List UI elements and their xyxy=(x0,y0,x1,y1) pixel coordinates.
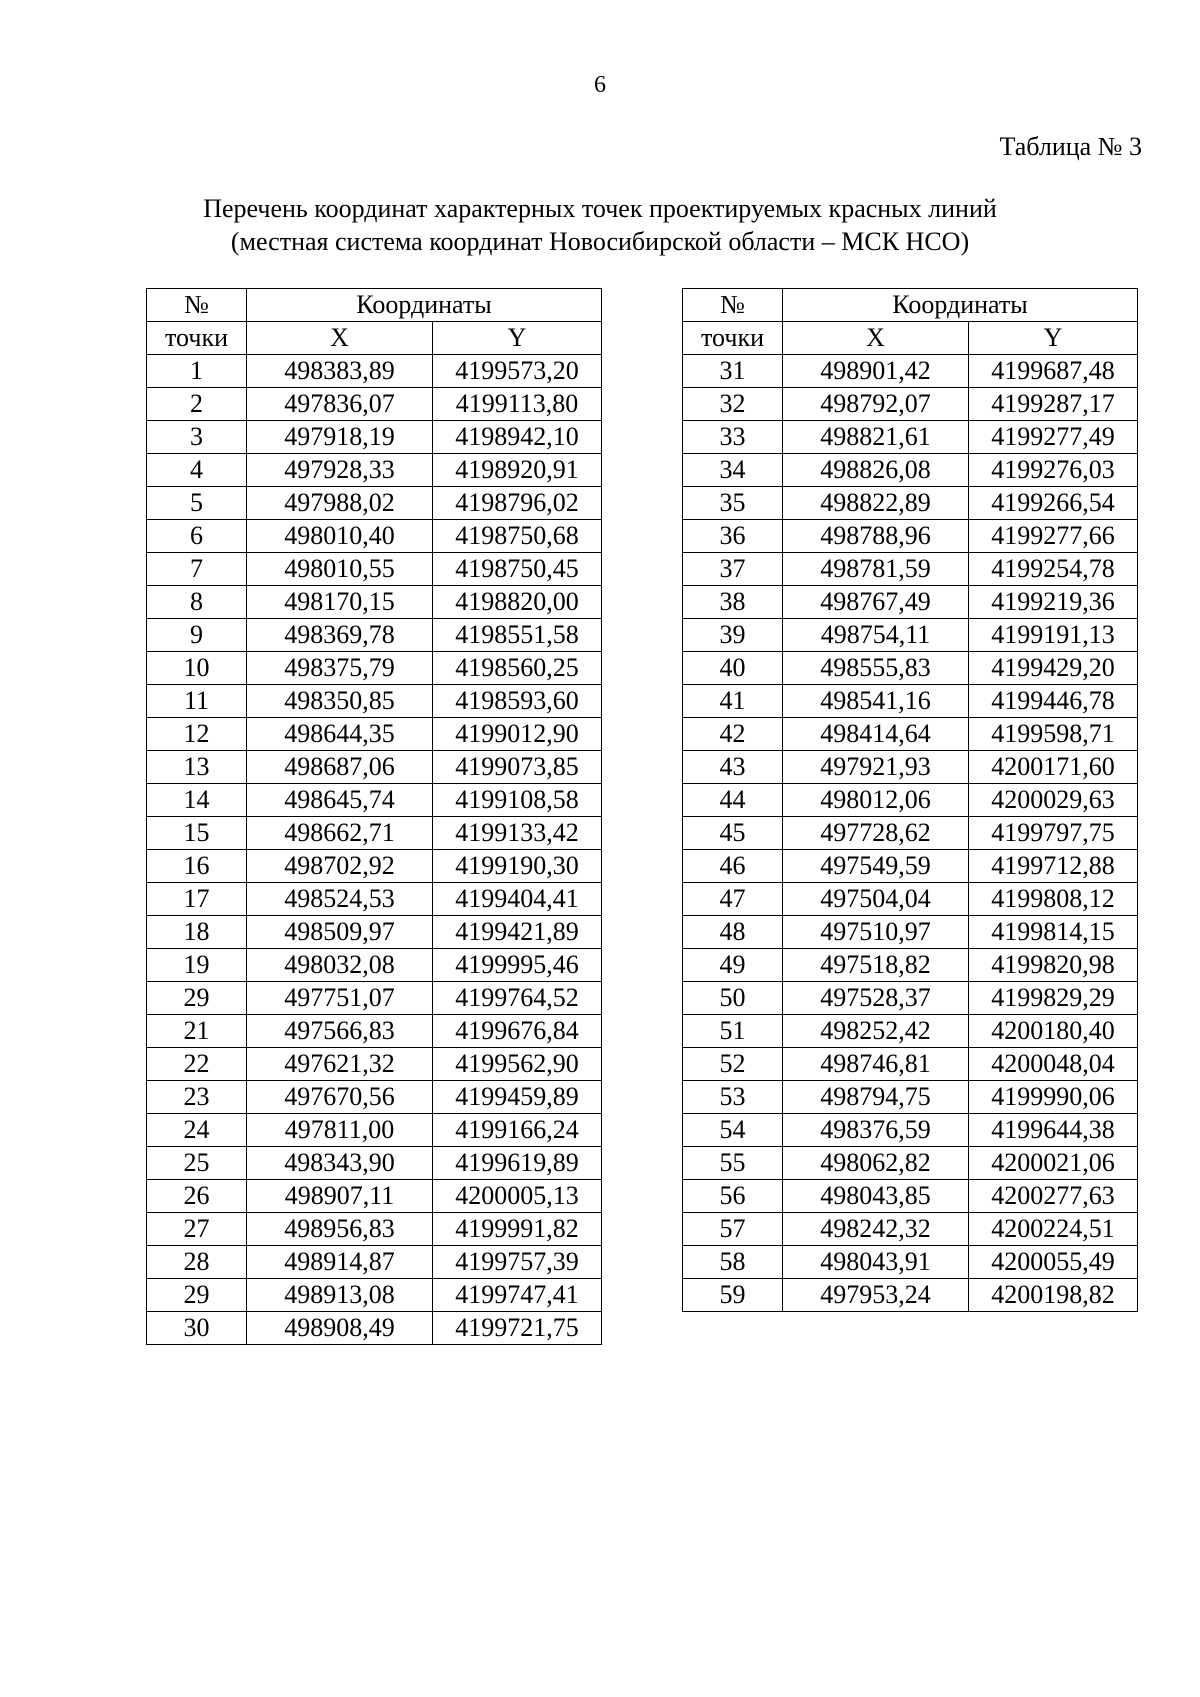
table-row xyxy=(147,1246,602,1279)
table-row xyxy=(147,1081,602,1114)
table-row xyxy=(147,1147,602,1180)
point-number-cell: 13 xyxy=(147,751,247,784)
table-row xyxy=(147,718,602,751)
point-number-cell: 25 xyxy=(147,1147,247,1180)
table-row xyxy=(147,553,602,586)
point-number-header-top: № xyxy=(683,289,783,322)
point-number-cell: 42 xyxy=(683,718,783,751)
y-coordinate-cell: 4199446,78 xyxy=(969,685,1138,718)
table-row xyxy=(147,685,602,718)
point-number-cell: 31 xyxy=(683,355,783,388)
y-coordinate-cell: 4199797,75 xyxy=(969,817,1138,850)
point-number-cell: 53 xyxy=(683,1081,783,1114)
heading-line-1: Перечень координат характерных точек проектируемых красных линий xyxy=(203,194,997,223)
x-coordinate-cell: 497728,62 xyxy=(783,817,969,850)
x-coordinate-cell: 497549,59 xyxy=(783,850,969,883)
x-coordinate-cell: 497504,04 xyxy=(783,883,969,916)
table-row xyxy=(683,850,1138,883)
y-coordinate-cell: 4200224,51 xyxy=(969,1213,1138,1246)
point-number-cell: 37 xyxy=(683,553,783,586)
x-coordinate-cell: 498032,08 xyxy=(247,949,433,982)
y-coordinate-cell: 4199619,89 xyxy=(433,1147,602,1180)
y-coordinate-cell: 4199166,24 xyxy=(433,1114,602,1147)
point-number-cell: 36 xyxy=(683,520,783,553)
point-number-header-bottom: точки xyxy=(683,322,783,355)
y-coordinate-cell: 4199277,49 xyxy=(969,421,1138,454)
point-number-cell: 18 xyxy=(147,916,247,949)
table-row xyxy=(683,652,1138,685)
point-number-cell: 28 xyxy=(147,1246,247,1279)
point-number-cell: 16 xyxy=(147,850,247,883)
point-number-cell: 15 xyxy=(147,817,247,850)
point-number-cell: 34 xyxy=(683,454,783,487)
y-coordinate-cell: 4199266,54 xyxy=(969,487,1138,520)
point-number-cell: 32 xyxy=(683,388,783,421)
x-coordinate-cell: 497751,07 xyxy=(247,982,433,1015)
table-row xyxy=(683,1015,1138,1048)
table-row xyxy=(147,784,602,817)
table-row xyxy=(147,949,602,982)
x-coordinate-cell: 498822,89 xyxy=(783,487,969,520)
point-number-cell: 35 xyxy=(683,487,783,520)
document-heading xyxy=(0,192,1200,258)
y-coordinate-cell: 4200277,63 xyxy=(969,1180,1138,1213)
x-coordinate-cell: 498369,78 xyxy=(247,619,433,652)
y-coordinate-cell: 4200005,13 xyxy=(433,1180,602,1213)
y-coordinate-cell: 4199190,30 xyxy=(433,850,602,883)
page-number: 6 xyxy=(594,72,606,98)
x-coordinate-cell: 497670,56 xyxy=(247,1081,433,1114)
point-number-cell: 21 xyxy=(147,1015,247,1048)
x-coordinate-cell: 498170,15 xyxy=(247,586,433,619)
table-row xyxy=(683,553,1138,586)
y-column-header: Y xyxy=(433,322,602,355)
table-subheader-row xyxy=(147,322,602,355)
table-row xyxy=(683,1180,1138,1213)
y-coordinate-cell: 4199573,20 xyxy=(433,355,602,388)
point-number-cell: 5 xyxy=(147,487,247,520)
table-row xyxy=(147,355,602,388)
x-coordinate-cell: 498907,11 xyxy=(247,1180,433,1213)
x-coordinate-cell: 498043,91 xyxy=(783,1246,969,1279)
x-coordinate-cell: 498781,59 xyxy=(783,553,969,586)
heading-line-2: (местная система координат Новосибирской области – МСК НСО) xyxy=(230,227,970,256)
y-coordinate-cell: 4199254,78 xyxy=(969,553,1138,586)
x-coordinate-cell: 498687,06 xyxy=(247,751,433,784)
table-row xyxy=(683,1147,1138,1180)
y-coordinate-cell: 4198920,91 xyxy=(433,454,602,487)
y-coordinate-cell: 4199764,52 xyxy=(433,982,602,1015)
point-number-cell: 2 xyxy=(147,388,247,421)
y-coordinate-cell: 4199133,42 xyxy=(433,817,602,850)
coordinates-header: Координаты xyxy=(783,289,1138,322)
point-number-cell: 14 xyxy=(147,784,247,817)
y-coordinate-cell: 4200021,06 xyxy=(969,1147,1138,1180)
y-coordinate-cell: 4199820,98 xyxy=(969,949,1138,982)
table-row xyxy=(147,982,602,1015)
x-coordinate-cell: 497621,32 xyxy=(247,1048,433,1081)
x-coordinate-cell: 498908,49 xyxy=(247,1312,433,1345)
point-number-cell: 44 xyxy=(683,784,783,817)
y-coordinate-cell: 4199829,29 xyxy=(969,982,1138,1015)
y-column-header: Y xyxy=(969,322,1138,355)
y-coordinate-cell: 4200029,63 xyxy=(969,784,1138,817)
table-row xyxy=(147,1114,602,1147)
point-number-cell: 47 xyxy=(683,883,783,916)
x-coordinate-cell: 498914,87 xyxy=(247,1246,433,1279)
point-number-cell: 46 xyxy=(683,850,783,883)
point-number-cell: 40 xyxy=(683,652,783,685)
y-coordinate-cell: 4200198,82 xyxy=(969,1279,1138,1312)
y-coordinate-cell: 4199219,36 xyxy=(969,586,1138,619)
table-row xyxy=(683,982,1138,1015)
x-coordinate-cell: 498821,61 xyxy=(783,421,969,454)
point-number-cell: 12 xyxy=(147,718,247,751)
y-coordinate-cell: 4198593,60 xyxy=(433,685,602,718)
y-coordinate-cell: 4199712,88 xyxy=(969,850,1138,883)
x-coordinate-cell: 497953,24 xyxy=(783,1279,969,1312)
y-coordinate-cell: 4198796,02 xyxy=(433,487,602,520)
x-coordinate-cell: 498913,08 xyxy=(247,1279,433,1312)
x-coordinate-cell: 497988,02 xyxy=(247,487,433,520)
x-coordinate-cell: 498414,64 xyxy=(783,718,969,751)
y-coordinate-cell: 4199687,48 xyxy=(969,355,1138,388)
x-coordinate-cell: 497510,97 xyxy=(783,916,969,949)
x-coordinate-cell: 498826,08 xyxy=(783,454,969,487)
x-coordinate-cell: 497528,37 xyxy=(783,982,969,1015)
point-number-cell: 56 xyxy=(683,1180,783,1213)
table-row xyxy=(147,652,602,685)
table-row xyxy=(147,1048,602,1081)
point-number-cell: 38 xyxy=(683,586,783,619)
table-row xyxy=(683,916,1138,949)
x-coordinate-cell: 498524,53 xyxy=(247,883,433,916)
y-coordinate-cell: 4199459,89 xyxy=(433,1081,602,1114)
y-coordinate-cell: 4198942,10 xyxy=(433,421,602,454)
point-number-cell: 22 xyxy=(147,1048,247,1081)
y-coordinate-cell: 4199808,12 xyxy=(969,883,1138,916)
y-coordinate-cell: 4198750,68 xyxy=(433,520,602,553)
point-number-cell: 45 xyxy=(683,817,783,850)
x-coordinate-cell: 498376,59 xyxy=(783,1114,969,1147)
y-coordinate-cell: 4199757,39 xyxy=(433,1246,602,1279)
y-coordinate-cell: 4199404,41 xyxy=(433,883,602,916)
y-coordinate-cell: 4199995,46 xyxy=(433,949,602,982)
table-row xyxy=(683,619,1138,652)
x-coordinate-cell: 498794,75 xyxy=(783,1081,969,1114)
x-coordinate-cell: 498043,85 xyxy=(783,1180,969,1213)
y-coordinate-cell: 4199429,20 xyxy=(969,652,1138,685)
x-coordinate-cell: 498062,82 xyxy=(783,1147,969,1180)
point-number-cell: 50 xyxy=(683,982,783,1015)
x-coordinate-cell: 497928,33 xyxy=(247,454,433,487)
table-row xyxy=(683,454,1138,487)
point-number-header-bottom: точки xyxy=(147,322,247,355)
point-number-cell: 48 xyxy=(683,916,783,949)
x-coordinate-cell: 498645,74 xyxy=(247,784,433,817)
point-number-cell: 6 xyxy=(147,520,247,553)
x-coordinate-cell: 498788,96 xyxy=(783,520,969,553)
x-coordinate-cell: 498792,07 xyxy=(783,388,969,421)
table-row xyxy=(683,1246,1138,1279)
table-row xyxy=(683,1114,1138,1147)
table-row xyxy=(683,718,1138,751)
y-coordinate-cell: 4199073,85 xyxy=(433,751,602,784)
coordinates-header: Координаты xyxy=(247,289,602,322)
x-coordinate-cell: 498509,97 xyxy=(247,916,433,949)
y-coordinate-cell: 4199562,90 xyxy=(433,1048,602,1081)
x-coordinate-cell: 497921,93 xyxy=(783,751,969,784)
table-row xyxy=(147,1279,602,1312)
x-coordinate-cell: 498242,32 xyxy=(783,1213,969,1246)
table-row xyxy=(683,355,1138,388)
point-number-cell: 49 xyxy=(683,949,783,982)
y-coordinate-cell: 4198820,00 xyxy=(433,586,602,619)
table-row xyxy=(147,751,602,784)
table-row xyxy=(147,520,602,553)
table-row xyxy=(683,817,1138,850)
table-row xyxy=(683,949,1138,982)
point-number-cell: 43 xyxy=(683,751,783,784)
table-row xyxy=(683,784,1138,817)
table-row xyxy=(147,817,602,850)
point-number-cell: 3 xyxy=(147,421,247,454)
point-number-cell: 29 xyxy=(147,1279,247,1312)
x-coordinate-cell: 498662,71 xyxy=(247,817,433,850)
point-number-cell: 19 xyxy=(147,949,247,982)
point-number-cell: 57 xyxy=(683,1213,783,1246)
point-number-cell: 11 xyxy=(147,685,247,718)
table-row xyxy=(683,751,1138,784)
point-number-cell: 4 xyxy=(147,454,247,487)
table-row xyxy=(683,1048,1138,1081)
table-row xyxy=(147,916,602,949)
x-coordinate-cell: 498350,85 xyxy=(247,685,433,718)
table-row xyxy=(683,685,1138,718)
table-row xyxy=(683,421,1138,454)
y-coordinate-cell: 4199991,82 xyxy=(433,1213,602,1246)
table-row xyxy=(147,388,602,421)
point-number-cell: 55 xyxy=(683,1147,783,1180)
x-coordinate-cell: 498010,55 xyxy=(247,553,433,586)
point-number-cell: 39 xyxy=(683,619,783,652)
y-coordinate-cell: 4199644,38 xyxy=(969,1114,1138,1147)
point-number-cell: 8 xyxy=(147,586,247,619)
table-row xyxy=(683,586,1138,619)
table-row xyxy=(147,1213,602,1246)
x-coordinate-cell: 498956,83 xyxy=(247,1213,433,1246)
y-coordinate-cell: 4200171,60 xyxy=(969,751,1138,784)
y-coordinate-cell: 4199012,90 xyxy=(433,718,602,751)
x-coordinate-cell: 498383,89 xyxy=(247,355,433,388)
x-coordinate-cell: 498252,42 xyxy=(783,1015,969,1048)
table-header-row xyxy=(683,289,1138,322)
y-coordinate-cell: 4199747,41 xyxy=(433,1279,602,1312)
point-number-cell: 26 xyxy=(147,1180,247,1213)
table-row xyxy=(683,520,1138,553)
y-coordinate-cell: 4199421,89 xyxy=(433,916,602,949)
y-coordinate-cell: 4198560,25 xyxy=(433,652,602,685)
x-coordinate-cell: 497836,07 xyxy=(247,388,433,421)
coordinates-table-left xyxy=(146,288,602,1345)
x-coordinate-cell: 497518,82 xyxy=(783,949,969,982)
x-coordinate-cell: 498541,16 xyxy=(783,685,969,718)
point-number-cell: 9 xyxy=(147,619,247,652)
coordinates-table-right xyxy=(682,288,1138,1312)
x-coordinate-cell: 498555,83 xyxy=(783,652,969,685)
x-coordinate-cell: 498644,35 xyxy=(247,718,433,751)
table-row xyxy=(147,850,602,883)
table-row xyxy=(147,619,602,652)
y-coordinate-cell: 4199721,75 xyxy=(433,1312,602,1345)
point-number-cell: 30 xyxy=(147,1312,247,1345)
y-coordinate-cell: 4198750,45 xyxy=(433,553,602,586)
point-number-cell: 41 xyxy=(683,685,783,718)
point-number-cell: 23 xyxy=(147,1081,247,1114)
point-number-header-top: № xyxy=(147,289,247,322)
y-coordinate-cell: 4199990,06 xyxy=(969,1081,1138,1114)
point-number-cell: 54 xyxy=(683,1114,783,1147)
x-coordinate-cell: 498754,11 xyxy=(783,619,969,652)
y-coordinate-cell: 4199276,03 xyxy=(969,454,1138,487)
x-coordinate-cell: 498375,79 xyxy=(247,652,433,685)
y-coordinate-cell: 4199277,66 xyxy=(969,520,1138,553)
table-row xyxy=(683,883,1138,916)
table-row xyxy=(147,586,602,619)
point-number-cell: 10 xyxy=(147,652,247,685)
table-label: Таблица № 3 xyxy=(999,132,1142,161)
point-number-cell: 52 xyxy=(683,1048,783,1081)
y-coordinate-cell: 4198551,58 xyxy=(433,619,602,652)
y-coordinate-cell: 4199113,80 xyxy=(433,388,602,421)
point-number-cell: 24 xyxy=(147,1114,247,1147)
table-row xyxy=(683,1213,1138,1246)
table-row xyxy=(683,388,1138,421)
x-coordinate-cell: 498767,49 xyxy=(783,586,969,619)
y-coordinate-cell: 4199191,13 xyxy=(969,619,1138,652)
table-row xyxy=(147,1015,602,1048)
y-coordinate-cell: 4199598,71 xyxy=(969,718,1138,751)
y-coordinate-cell: 4199108,58 xyxy=(433,784,602,817)
x-coordinate-cell: 497918,19 xyxy=(247,421,433,454)
point-number-cell: 7 xyxy=(147,553,247,586)
table-header-row xyxy=(147,289,602,322)
point-number-cell: 51 xyxy=(683,1015,783,1048)
y-coordinate-cell: 4199676,84 xyxy=(433,1015,602,1048)
table-subheader-row xyxy=(683,322,1138,355)
x-coordinate-cell: 498746,81 xyxy=(783,1048,969,1081)
table-row xyxy=(683,1081,1138,1114)
y-coordinate-cell: 4199814,15 xyxy=(969,916,1138,949)
table-row xyxy=(683,1279,1138,1312)
x-coordinate-cell: 497811,00 xyxy=(247,1114,433,1147)
point-number-cell: 58 xyxy=(683,1246,783,1279)
x-column-header: X xyxy=(783,322,969,355)
table-row xyxy=(147,1180,602,1213)
point-number-cell: 59 xyxy=(683,1279,783,1312)
table-row xyxy=(147,883,602,916)
y-coordinate-cell: 4200180,40 xyxy=(969,1015,1138,1048)
x-coordinate-cell: 497566,83 xyxy=(247,1015,433,1048)
y-coordinate-cell: 4200048,04 xyxy=(969,1048,1138,1081)
point-number-cell: 29 xyxy=(147,982,247,1015)
table-row xyxy=(147,454,602,487)
point-number-cell: 33 xyxy=(683,421,783,454)
point-number-cell: 27 xyxy=(147,1213,247,1246)
table-row xyxy=(147,487,602,520)
x-coordinate-cell: 498010,40 xyxy=(247,520,433,553)
point-number-cell: 17 xyxy=(147,883,247,916)
x-coordinate-cell: 498702,92 xyxy=(247,850,433,883)
point-number-cell: 1 xyxy=(147,355,247,388)
x-coordinate-cell: 498012,06 xyxy=(783,784,969,817)
x-column-header: X xyxy=(247,322,433,355)
y-coordinate-cell: 4200055,49 xyxy=(969,1246,1138,1279)
table-row xyxy=(683,487,1138,520)
x-coordinate-cell: 498901,42 xyxy=(783,355,969,388)
table-row xyxy=(147,1312,602,1345)
x-coordinate-cell: 498343,90 xyxy=(247,1147,433,1180)
y-coordinate-cell: 4199287,17 xyxy=(969,388,1138,421)
table-row xyxy=(147,421,602,454)
